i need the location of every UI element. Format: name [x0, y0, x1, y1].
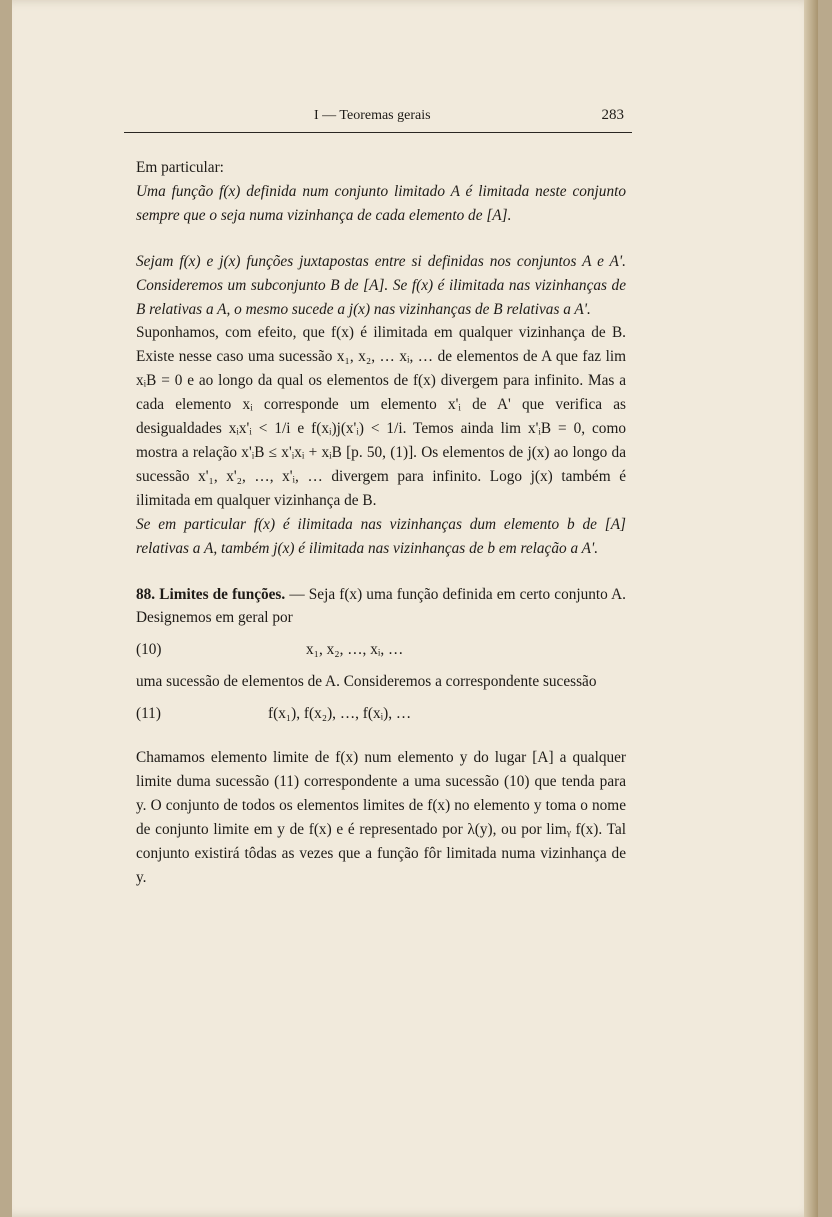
equation-11	[136, 694, 626, 734]
paragraph-intro: Em particular:	[136, 159, 224, 176]
book-page	[12, 0, 818, 1217]
definition-paragraph: Chamamos elemento limite de f(x) num elemento y do lugar [A] a qualquer limite duma sucessão (11) correspondente a uma sucessão (10) que tenda para y. O conjunto de todos os elementos limites de f(x) no elemento y toma o nome de conjunto limite em y de f(x) e é representado por λ(y), ou por limᵧ f(x). Tal conjunto existirá tôdas as vezes que a função fôr limitada numa vizinhança de y.	[136, 749, 626, 886]
page-edge	[804, 0, 818, 1217]
equation-10	[136, 630, 626, 670]
corollary-paragraph: Se em particular f(x) é ilimitada nas vizinhanças dum elemento b de [A] relativas a A, também j(x) é ilimitada nas vizinhanças de b em relação a A'.	[136, 515, 626, 557]
proof-paragraph: Suponhamos, com efeito, que f(x) é ilimitada em qualquer vizinhança de B. Existe nesse caso uma sucessão x₁, x₂, … xᵢ, … de elementos de A que faz lim xᵢB = 0 e ao longo da qual os elementos de f(x) divergem para infinito. Mas a cada elemento xᵢ corresponde um elemento x'ᵢ de A' que verifica as desigualdades xᵢx'ᵢ < 1/i e f(xᵢ)j(x'ᵢ) < 1/i. Temos ainda lim x'ᵢB = 0, como mostra a relação x'ᵢB ≤ x'ᵢxᵢ + xᵢB [p. 50, (1)]. Os elementos de j(x) ao longo da sucessão x'₁, x'₂, …, x'ᵢ, … divergem para infinito. Logo j(x) também é ilimitada em qualquer vizinhança de B.	[136, 324, 626, 509]
section-88-paragraph	[136, 583, 626, 631]
section-88-title: 88. Limites de funções.	[136, 585, 286, 603]
theorem-juxtaposed-functions: Sejam f(x) e j(x) funções juxtapostas entre si definidas nos conjuntos A e A'. Consideremos um subconjunto B de [A]. Se f(x) é ilimitada nas vizinhanças de B relativas a A, o mesmo sucede a j(x) nas vizinhanças de B relativas a A'.	[136, 252, 626, 318]
running-header	[124, 108, 632, 132]
theorem-limited-function: Uma função f(x) definida num conjunto limitado A é limitada neste conjunto sempre que o seja numa vizinhança de cada elemento de [A].	[136, 182, 626, 224]
sequence-paragraph: uma sucessão de elementos de A. Consideremos a correspondente sucessão	[136, 673, 597, 691]
equation-10-label: (10)	[136, 641, 162, 659]
page-number: 283	[601, 107, 624, 123]
section-88-text: — Seja f(x) uma função definida em certo conjunto A. Designemos em geral por	[136, 585, 626, 627]
equation-11-label: (11)	[136, 705, 161, 723]
equation-11-expression: f(x₁), f(x₂), …, f(xᵢ), …	[268, 705, 412, 723]
section-title: I — Teoremas gerais	[314, 108, 431, 123]
page-body	[136, 156, 626, 890]
header-rule	[124, 132, 632, 133]
equation-10-expression: x₁, x₂, …, xᵢ, …	[306, 641, 404, 659]
